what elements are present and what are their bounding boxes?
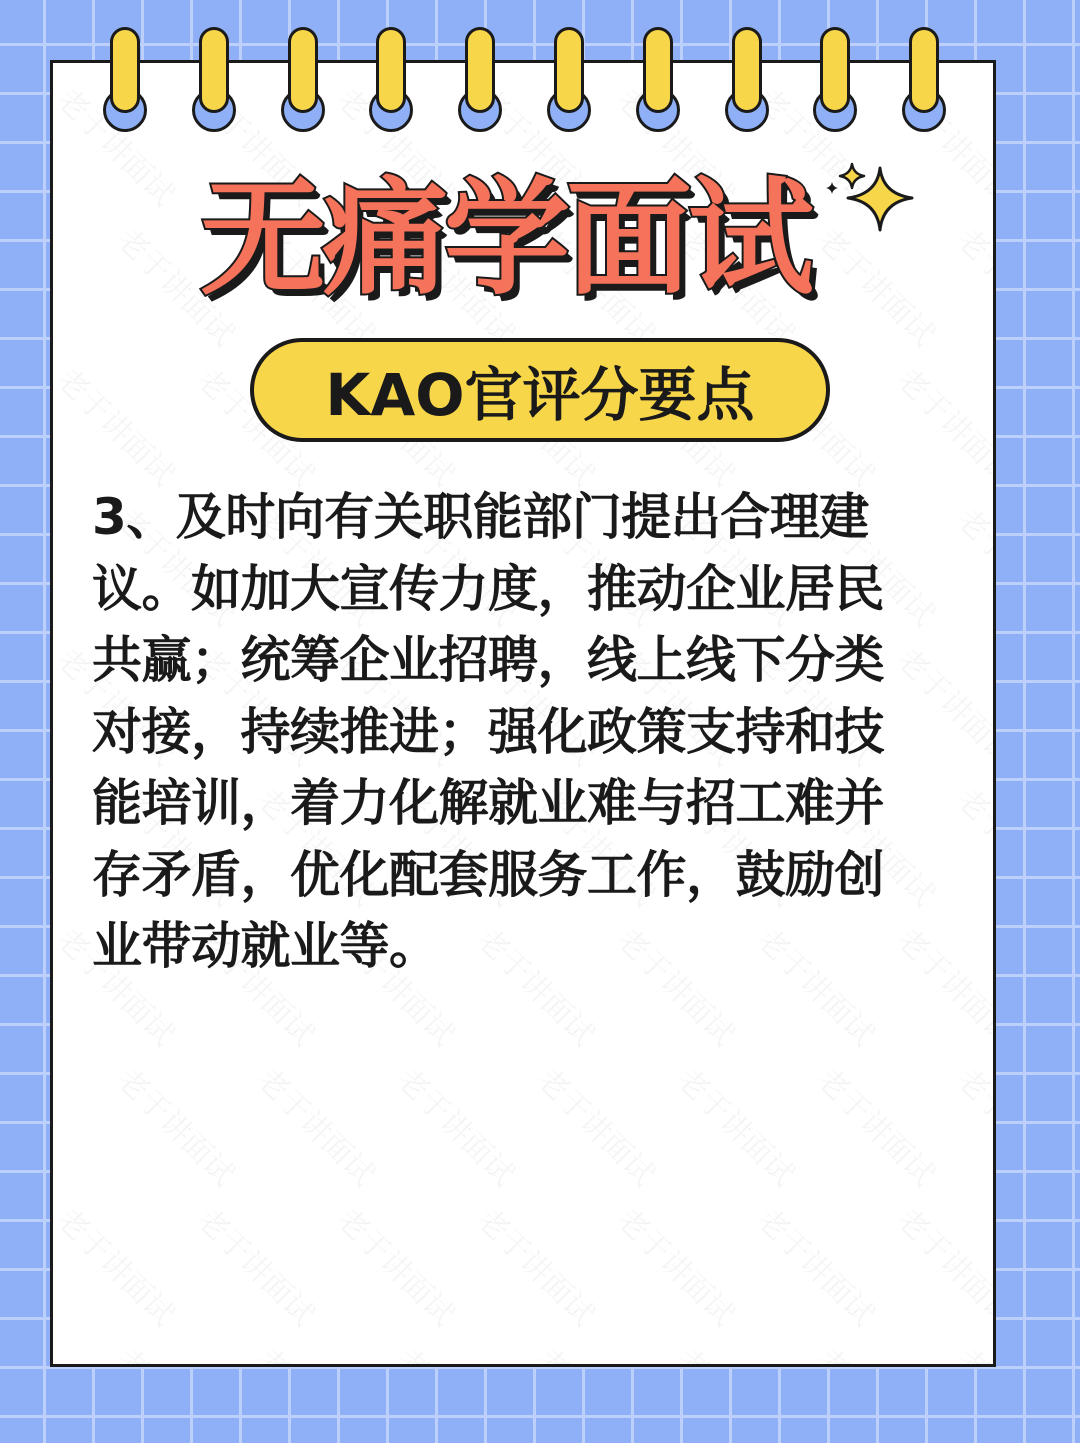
body-text: 3、及时向有关职能部门提出合理建议。如加大宣传力度，推动企业居民共赢；统筹企业招聘，线上线下分类对接，持续推进；强化政策支持和技能培训，着力化解就业难与招工难并存矛盾，优化配套服务工作，鼓励创业带动就业等。	[92, 488, 884, 975]
watermark-text	[669, 1336, 806, 1367]
watermark-text	[109, 1336, 246, 1367]
notebook-ring-icon	[465, 27, 495, 113]
watermark-text	[189, 1196, 326, 1333]
watermark-text	[609, 1196, 746, 1333]
notebook-ring-icon	[288, 27, 318, 113]
watermark-text	[50, 356, 187, 493]
notebook-ring-icon	[554, 27, 584, 113]
page-title: 无痛学面试	[200, 165, 810, 312]
watermark-text	[389, 1056, 526, 1193]
watermark-text	[809, 1056, 946, 1193]
watermark-text	[249, 1336, 386, 1367]
watermark-text	[109, 1056, 246, 1193]
watermark-text	[949, 496, 996, 633]
watermark-text	[529, 1336, 666, 1367]
sparkle-icon	[820, 160, 920, 240]
sparkle-icon-tiny	[826, 182, 838, 194]
notebook-ring-icon	[199, 27, 229, 113]
notebook-ring-icon	[376, 27, 406, 113]
watermark-text	[249, 1056, 386, 1193]
watermark-text	[889, 356, 996, 493]
subtitle-badge: KAO官评分要点	[250, 338, 830, 442]
notebook-ring-icon	[110, 27, 140, 113]
notebook-ring-icon	[643, 27, 673, 113]
watermark-text	[50, 1196, 187, 1333]
watermark-text	[389, 1336, 526, 1367]
notebook-ring-icon	[820, 27, 850, 113]
sparkle-icon-small	[840, 164, 864, 188]
watermark-text	[529, 1056, 666, 1193]
watermark-text	[949, 1056, 996, 1193]
watermark-text	[809, 1336, 946, 1367]
watermark-text	[469, 1196, 606, 1333]
notebook-ring-icon	[732, 27, 762, 113]
watermark-text	[889, 1196, 996, 1333]
watermark-text	[669, 1056, 806, 1193]
watermark-text	[749, 1196, 886, 1333]
watermark-text	[949, 776, 996, 913]
watermark-text	[949, 1336, 996, 1367]
watermark-text	[329, 1196, 466, 1333]
notebook-ring-icon	[909, 27, 939, 113]
